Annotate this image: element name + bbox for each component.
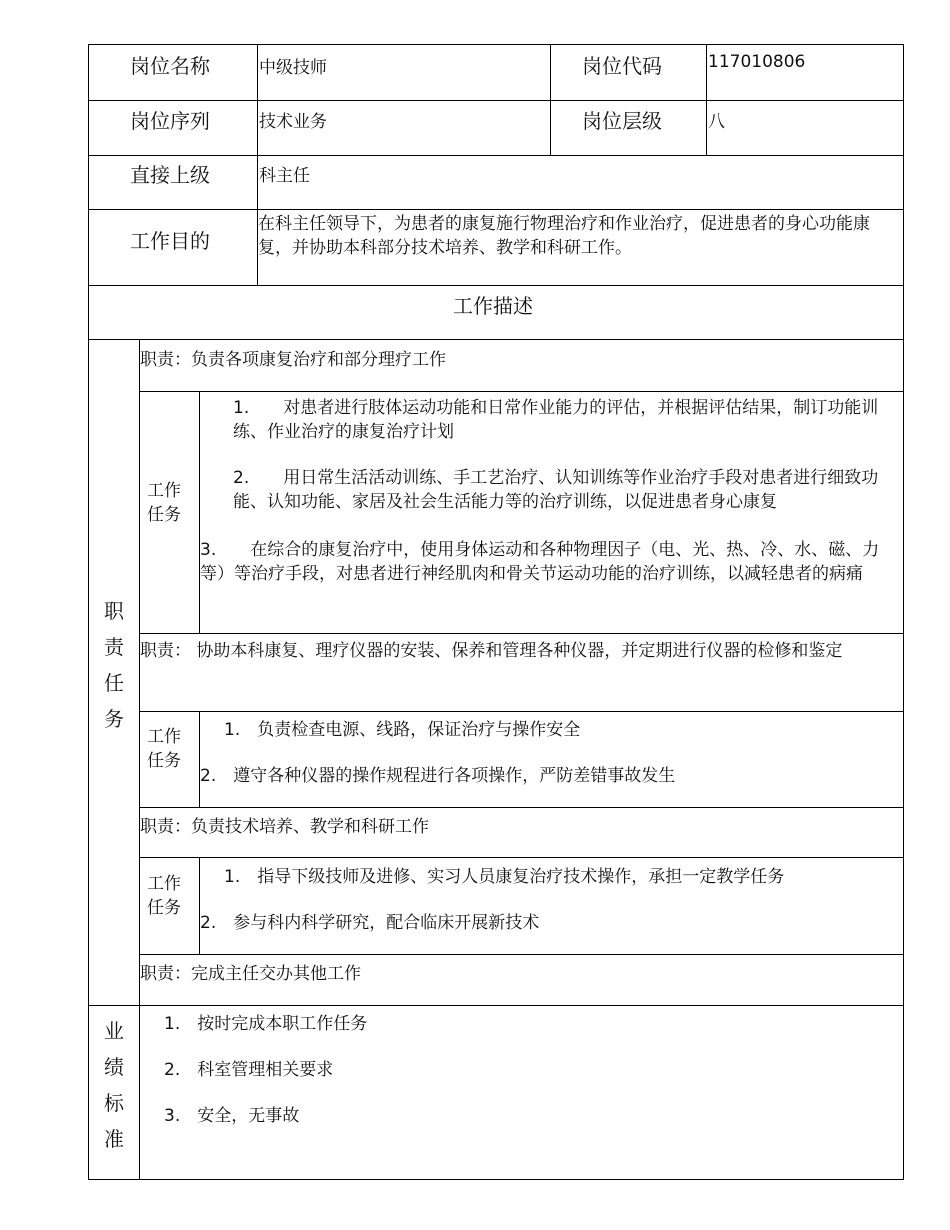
row-divider xyxy=(88,209,904,210)
purpose-value: 在科主任领导下，为患者的康复施行物理治疗和作业治疗，促进患者的身心功能康复，并协助本科部分技术培养、教学和科研工作。 xyxy=(258,214,870,258)
table-border-bottom xyxy=(88,1179,904,1180)
performance-item-3: 3. 安全，无事故 xyxy=(164,1106,300,1126)
position-name-label: 岗位名称 xyxy=(130,54,210,78)
row-divider xyxy=(139,807,904,808)
col-divider xyxy=(139,339,140,1180)
col-divider xyxy=(199,858,200,955)
duties-label: 职 责 任 务 xyxy=(104,599,124,731)
duty-1-task-1: 1. 对患者进行肢体运动功能和日常作业能力的评估，并根据评估结果，制订功能训练、作业治疗的康复治疗计划 xyxy=(233,398,879,442)
superior-value: 科主任 xyxy=(259,166,310,186)
col-divider xyxy=(706,44,707,156)
duty-2-task-1: 1. 负责检查电源、线路，保证治疗与操作安全 xyxy=(224,720,581,740)
duty-1-task-2: 2. 用日常生活活动训练、手工艺治疗、认知训练等作业治疗手段对患者进行细致功能、认知功能、家居及社会生活能力等的治疗训练，以促进患者身心康复 xyxy=(233,468,879,512)
sequence-label: 岗位序列 xyxy=(130,109,210,133)
row-divider xyxy=(139,633,904,634)
section-title: 工作描述 xyxy=(453,294,533,318)
superior-label: 直接上级 xyxy=(130,163,210,187)
duty-3-task-2: 2. 参与科内科学研究，配合临床开展新技术 xyxy=(200,913,540,933)
position-code-value: 117010806 xyxy=(708,52,806,72)
duty-2-task-2: 2. 遵守各种仪器的操作规程进行各项操作，严防差错事故发生 xyxy=(200,766,676,786)
row-divider xyxy=(88,1005,904,1006)
row-divider xyxy=(139,711,904,712)
purpose-label: 工作目的 xyxy=(130,229,210,253)
row-divider xyxy=(139,857,904,858)
table-border-left xyxy=(88,44,89,1180)
task-label: 工作 任务 xyxy=(147,874,181,918)
level-value: 八 xyxy=(708,112,725,132)
performance-item-1: 1. 按时完成本职工作任务 xyxy=(164,1014,368,1034)
col-divider xyxy=(550,44,551,156)
duty-1-task-3: 3. 在综合的康复治疗中，使用身体运动和各种物理因子（电、光、热、冷、水、磁、力等）等治疗手段，对患者进行神经肌肉和骨关节运动功能的治疗训练，以减轻患者的病痛 xyxy=(200,540,880,584)
level-label: 岗位层级 xyxy=(582,109,662,133)
row-divider xyxy=(88,100,904,101)
col-divider xyxy=(199,711,200,808)
duty-2: 职责： 协助本科康复、理疗仪器的安装、保养和管理各种仪器，并定期进行仪器的检修和鉴定 xyxy=(140,641,843,661)
col-divider xyxy=(199,391,200,634)
duty-3: 职责：负责技术培养、教学和科研工作 xyxy=(140,817,429,837)
table-border-right xyxy=(903,44,904,1180)
row-divider xyxy=(88,285,904,286)
row-divider xyxy=(88,155,904,156)
position-name-value: 中级技师 xyxy=(259,58,327,78)
table-border-top xyxy=(88,44,904,45)
row-divider xyxy=(139,954,904,955)
performance-item-2: 2. 科室管理相关要求 xyxy=(164,1060,334,1080)
row-divider xyxy=(139,391,904,392)
row-divider xyxy=(88,339,904,340)
duty-4: 职责：完成主任交办其他工作 xyxy=(140,964,361,984)
position-code-label: 岗位代码 xyxy=(582,54,662,78)
performance-label: 业 绩 标 准 xyxy=(104,1019,124,1151)
duty-1: 职责：负责各项康复治疗和部分理疗工作 xyxy=(140,350,446,370)
duty-3-task-1: 1. 指导下级技师及进修、实习人员康复治疗技术操作，承担一定教学任务 xyxy=(224,867,785,887)
task-label: 工作 任务 xyxy=(147,481,181,525)
sequence-value: 技术业务 xyxy=(259,112,327,132)
task-label: 工作 任务 xyxy=(147,727,181,771)
